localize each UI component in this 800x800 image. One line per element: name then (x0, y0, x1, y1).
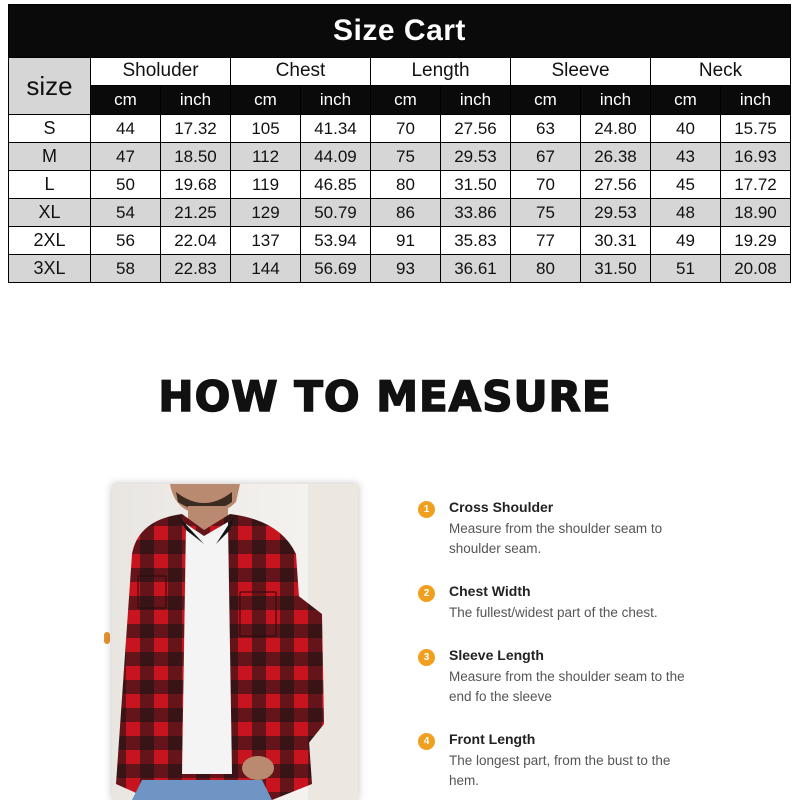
value-cell: 30.31 (581, 227, 651, 255)
value-cell: 27.56 (581, 171, 651, 199)
unit-inch-header: inch (721, 85, 791, 114)
value-cell: 75 (511, 199, 581, 227)
value-cell: 70 (371, 115, 441, 143)
step-title: Cross Shoulder (449, 499, 554, 515)
value-cell: 20.08 (721, 255, 791, 283)
unit-cm-header: cm (91, 85, 161, 114)
value-cell: 51 (651, 255, 721, 283)
size-row-xl (9, 199, 791, 227)
step-number-badge: 3 (418, 649, 435, 666)
value-cell: 93 (371, 255, 441, 283)
size-label-cell: S (9, 115, 91, 143)
value-cell: 31.50 (581, 255, 651, 283)
size-row-2xl (9, 227, 791, 255)
decorative-dot (104, 632, 110, 644)
size-chart-table (8, 4, 791, 283)
value-cell: 63 (511, 115, 581, 143)
value-cell: 49 (651, 227, 721, 255)
unit-cm-header: cm (231, 85, 301, 114)
size-label-cell: 2XL (9, 227, 91, 255)
value-cell: 58 (91, 255, 161, 283)
left-pocket (138, 576, 166, 608)
right-sleeve (290, 594, 324, 744)
value-cell: 47 (91, 143, 161, 171)
how-to-measure-heading (0, 372, 770, 421)
sleeve-header: Sleeve (511, 58, 651, 86)
value-cell: 53.94 (301, 227, 371, 255)
value-cell: 35.83 (441, 227, 511, 255)
step-number-badge: 2 (418, 585, 435, 602)
value-cell: 45 (651, 171, 721, 199)
value-cell: 17.72 (721, 171, 791, 199)
value-cell: 80 (511, 255, 581, 283)
value-cell: 41.34 (301, 115, 371, 143)
value-cell: 80 (371, 171, 441, 199)
unit-inch-header: inch (161, 85, 231, 114)
unit-inch-header: inch (581, 85, 651, 114)
value-cell: 44.09 (301, 143, 371, 171)
step-description: Measure from the shoulder seam to the end fo the sleeve (449, 669, 685, 704)
value-cell: 18.90 (721, 199, 791, 227)
value-cell: 29.53 (581, 199, 651, 227)
size-chart-title: Size Cart (9, 5, 791, 58)
model-photo (112, 484, 358, 800)
value-cell: 36.61 (441, 255, 511, 283)
unit-cm-header: cm (511, 85, 581, 114)
neck-header: Neck (651, 58, 791, 86)
white-tshirt (182, 522, 232, 774)
value-cell: 112 (231, 143, 301, 171)
value-cell: 29.53 (441, 143, 511, 171)
value-cell: 33.86 (441, 199, 511, 227)
value-cell: 21.25 (161, 199, 231, 227)
value-cell: 70 (511, 171, 581, 199)
value-cell: 119 (231, 171, 301, 199)
size-label-cell: 3XL (9, 255, 91, 283)
unit-cm-header: cm (651, 85, 721, 114)
chest-header: Chest (231, 58, 371, 86)
value-cell: 22.83 (161, 255, 231, 283)
size-label-cell: M (9, 143, 91, 171)
size-row-m (9, 143, 791, 171)
step-description: The longest part, from the bust to the hem. (449, 753, 671, 788)
length-header: Length (371, 58, 511, 86)
value-cell: 44 (91, 115, 161, 143)
unit-inch-header: inch (441, 85, 511, 114)
value-cell: 144 (231, 255, 301, 283)
hand (242, 756, 274, 780)
size-row-l (9, 171, 791, 199)
value-cell: 40 (651, 115, 721, 143)
value-cell: 56.69 (301, 255, 371, 283)
jeans (132, 780, 272, 800)
value-cell: 19.29 (721, 227, 791, 255)
size-label-cell: L (9, 171, 91, 199)
value-cell: 48 (651, 199, 721, 227)
value-cell: 43 (651, 143, 721, 171)
value-cell: 24.80 (581, 115, 651, 143)
size-label-cell: XL (9, 199, 91, 227)
unit-cm-header: cm (371, 85, 441, 114)
value-cell: 67 (511, 143, 581, 171)
value-cell: 46.85 (301, 171, 371, 199)
value-cell: 26.38 (581, 143, 651, 171)
value-cell: 22.04 (161, 227, 231, 255)
value-cell: 129 (231, 199, 301, 227)
value-cell: 17.32 (161, 115, 231, 143)
step-number-badge: 1 (418, 501, 435, 518)
how-to-measure-title: HOW TO MEASURE (158, 372, 612, 421)
value-cell: 15.75 (721, 115, 791, 143)
step-title: Front Length (449, 731, 536, 747)
size-row-3xl (9, 255, 791, 283)
shoulder-header: Sholuder (91, 58, 231, 86)
value-cell: 50 (91, 171, 161, 199)
value-cell: 50.79 (301, 199, 371, 227)
value-cell: 16.93 (721, 143, 791, 171)
value-cell: 105 (231, 115, 301, 143)
size-row-s (9, 115, 791, 143)
value-cell: 75 (371, 143, 441, 171)
value-cell: 91 (371, 227, 441, 255)
step-description: The fullest/widest part of the chest. (449, 605, 658, 620)
value-cell: 19.68 (161, 171, 231, 199)
model-photo-illustration (112, 484, 358, 800)
value-cell: 77 (511, 227, 581, 255)
value-cell: 27.56 (441, 115, 511, 143)
value-cell: 56 (91, 227, 161, 255)
step-description: Measure from the shoulder seam to shoulder seam. (449, 521, 663, 556)
value-cell: 31.50 (441, 171, 511, 199)
value-cell: 18.50 (161, 143, 231, 171)
step-title: Sleeve Length (449, 647, 544, 663)
size-column-header: size (9, 58, 91, 115)
step-number-badge: 4 (418, 733, 435, 750)
right-pocket (240, 592, 276, 636)
value-cell: 137 (231, 227, 301, 255)
value-cell: 86 (371, 199, 441, 227)
unit-inch-header: inch (301, 85, 371, 114)
step-title: Chest Width (449, 583, 531, 599)
value-cell: 54 (91, 199, 161, 227)
